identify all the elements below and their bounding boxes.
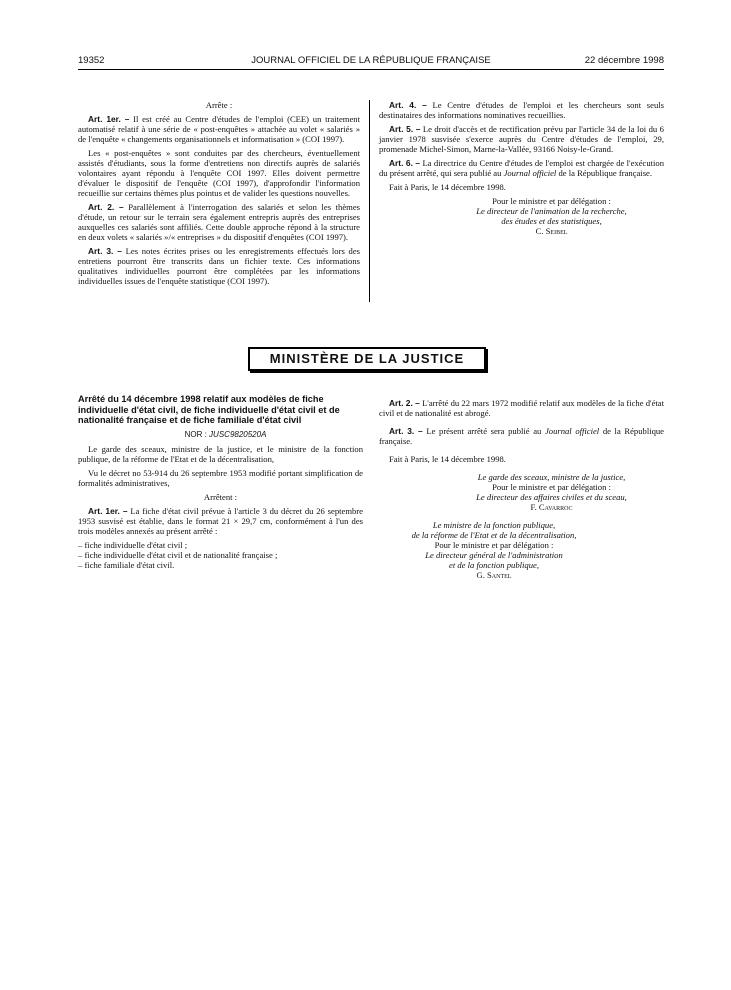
fiche-list xyxy=(78,540,363,570)
article-text: L'arrêté du 22 mars 1972 modifié relatif aux modèles de la fiche d'état civil et de nationalité est abrogé. xyxy=(379,398,664,418)
article-text: Les notes écrites prises ou les enregistrements effectués lors des entretiens pourront être transcrits dans un fichier texte. Ces informations qualitatives individuelles pourront être complétées par les informations individuelles issues de l'enquête statistique (COI 1997). xyxy=(78,246,360,286)
list-item: – fiche individuelle d'état civil ; xyxy=(78,539,188,550)
journal-title: JOURNAL OFFICIEL DE LA RÉPUBLIQUE FRANÇAISE xyxy=(251,55,491,66)
decree-article-1 xyxy=(78,506,363,536)
fait-a-paris: Fait à Paris, le 14 décembre 1998. xyxy=(389,182,506,192)
page-number: 19352 xyxy=(78,55,105,66)
decree-article-2 xyxy=(379,398,664,418)
page-header xyxy=(78,55,664,69)
signature-line: Le ministre de la fonction publique, xyxy=(432,520,556,530)
signature-block-justice xyxy=(439,472,664,512)
signature-line: des études et des statistiques, xyxy=(501,216,602,226)
decree-vu: Vu le décret no 53-914 du 26 septembre 1953 modifié portant simplification de formalités administratives, xyxy=(78,467,363,488)
article-label: Art. 4. – xyxy=(389,100,427,110)
article-text: Le droit d'accès et de rectification prévu par l'article 34 de la loi du 6 janvier 1978 susvisée s'exerce auprès du Centre d'études de l'emploi, 29, promenade Michel-Simon, Marne-la-Vallée, 93166 Noisy-le-Grand. xyxy=(379,124,664,154)
signature-line: de la réforme de l'Etat et de la décentralisation, xyxy=(411,530,577,540)
arrete-heading: Arrête : xyxy=(205,100,233,110)
decree-title: Arrêté du 14 décembre 1998 relatif aux modèles de fiche individuelle d'état civil, de fiche individuelle d'état civil et de nationalité française et de fiche familiale d'état civil xyxy=(78,394,340,425)
article-3 xyxy=(78,246,360,286)
article-text: Parallèlement à l'interrogation des salariés et selon les thèmes d'étude, un retour sur le terrain sera également entrepris auprès des entreprises auxquelles ces salariés sont affiliés. Cette double approche répond à la structure en deux volets « salariés »/« entreprises » du dispositif d'enquêtes (COI 1997). xyxy=(78,202,360,242)
signature-block xyxy=(439,196,664,236)
article-6 xyxy=(379,158,664,178)
article-text: Il est créé au Centre d'études de l'emploi (CEE) un traitement automatisé relatif à une série de « post-enquêtes » attachée au volet « salariés » de l'enquête « changements organisationnels et informatisation » (COI 1997). xyxy=(78,114,360,144)
signature-line: et de la fonction publique, xyxy=(449,560,539,570)
signature-line: Le directeur de l'animation de la recherche, xyxy=(476,206,627,216)
decree-left-column xyxy=(78,394,363,570)
issue-date: 22 décembre 1998 xyxy=(584,55,664,66)
article-text: La fiche d'état civil prévue à l'article 3 du décret du 26 septembre 1953 susvisé est établie, dans le format 21 × 29,7 cm, conformément à l'un des trois modèles annexés au présent arrêté : xyxy=(78,505,363,536)
article-1 xyxy=(78,114,360,144)
journal-officiel-ref: Journal officiel xyxy=(544,426,600,436)
journal-officiel-ref: Journal officiel xyxy=(503,168,557,178)
article-text: de la République française. xyxy=(556,168,652,178)
list-item: – fiche familiale d'état civil. xyxy=(78,559,175,570)
signatory-name: C. Seibel xyxy=(535,226,568,236)
paragraph-post-enquetes: Les « post-enquêtes » sont conduites par des chercheurs, éventuellement assistés d'étudiants, sous la forme d'entretiens non directifs auprès de salariés volontaires ayant répondu à l'enquête COI 1997. Elles doivent permettre d'évaluer le dispositif de l'enquête (COI 1997), d'approfondir l'information recueillie sur certains thèmes plus pointus et de valider les questions nouvelles. xyxy=(78,148,360,198)
list-item: – fiche individuelle d'état civil et de nationalité française ; xyxy=(78,549,278,560)
signature-line: Le directeur des affaires civiles et du sceau, xyxy=(476,492,627,502)
ministry-heading-box: MINISTÈRE DE LA JUSTICE xyxy=(248,347,486,371)
signature-line: Pour le ministre et par délégation : xyxy=(492,482,611,492)
nor-code: JUSC9820520A xyxy=(209,429,267,439)
decree-article-3 xyxy=(379,426,664,446)
article-label: Art. 3. – xyxy=(389,426,423,436)
article-label: Art. 6. – xyxy=(389,158,421,168)
nor-label: NOR : xyxy=(184,429,207,439)
article-4 xyxy=(379,100,664,120)
top-right-column xyxy=(379,100,664,236)
header-rule xyxy=(78,69,664,70)
signature-line: Le garde des sceaux, ministre de la justice, xyxy=(477,472,626,482)
article-5 xyxy=(379,124,664,154)
signatory-name: F. Cavarroc xyxy=(530,502,573,512)
article-text: Le présent arrêté sera publié au xyxy=(426,426,545,436)
decree-intro: Le garde des sceaux, ministre de la justice, et le ministre de la fonction publique, de la réforme de l'Etat et de la décentralisation, xyxy=(78,443,363,464)
article-label: Art. 1er. – xyxy=(88,505,128,516)
signature-line: Pour le ministre et par délégation : xyxy=(434,540,554,550)
top-left-column xyxy=(78,100,360,290)
article-text: de la République française. xyxy=(379,426,664,446)
article-2 xyxy=(78,202,360,242)
signature-line: Le directeur général de l'administration xyxy=(425,550,563,560)
article-label: Art. 2. – xyxy=(88,202,124,212)
signature-line: Pour le ministre et par délégation : xyxy=(492,196,611,206)
article-text: Le Centre d'études de l'emploi et les chercheurs sont seuls destinataires des informations nominatives recueillies. xyxy=(379,100,664,120)
signature-block-fonction-publique xyxy=(379,520,609,580)
decree-fait-a-paris: Fait à Paris, le 14 décembre 1998. xyxy=(389,454,506,464)
arretent-heading: Arrêtent : xyxy=(203,491,238,502)
article-label: Art. 2. – xyxy=(389,398,420,408)
column-separator xyxy=(369,100,370,302)
nor-reference xyxy=(78,430,363,440)
signatory-name: G. Santel xyxy=(476,570,512,580)
decree-right-column xyxy=(379,398,664,580)
article-text: La directrice du Centre d'études de l'emploi est chargée de l'exécution du présent arrêté, qui sera publié au xyxy=(379,158,665,178)
article-label: Art. 3. – xyxy=(88,246,122,256)
article-label: Art. 1er. – xyxy=(88,114,130,124)
article-label: Art. 5. – xyxy=(389,124,421,134)
